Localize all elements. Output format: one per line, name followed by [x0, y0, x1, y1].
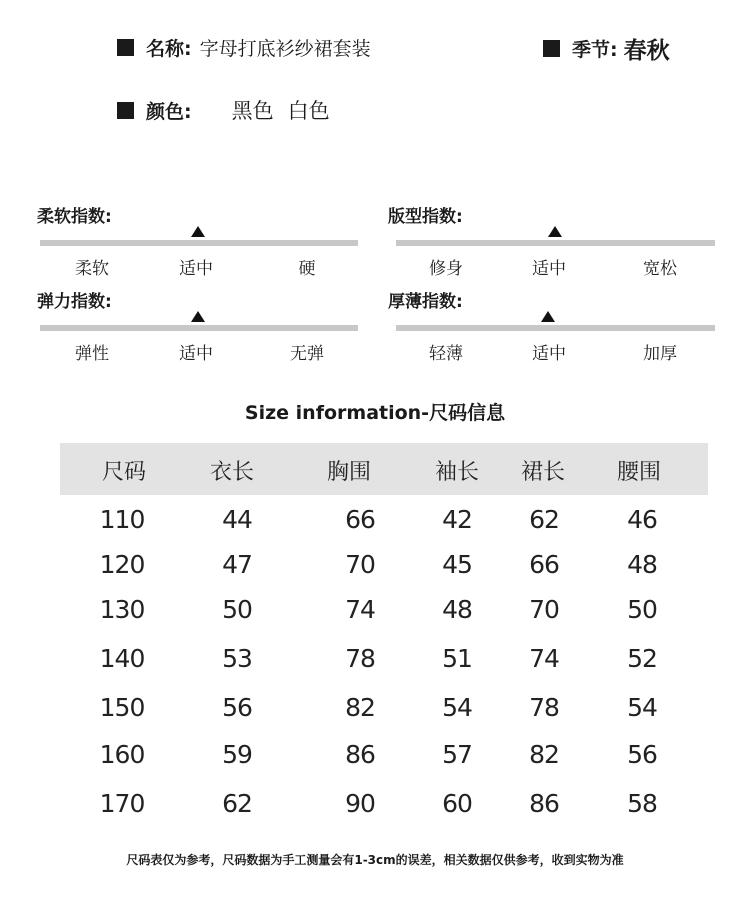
- cell-sleeve: 51: [442, 644, 472, 673]
- cell-top-length: 53: [222, 644, 252, 673]
- cell-sleeve: 42: [442, 505, 472, 534]
- cell-sleeve: 57: [442, 740, 472, 769]
- cell-top-length: 56: [222, 693, 252, 722]
- cell-top-length: 59: [222, 740, 252, 769]
- fit-scale: [388, 202, 708, 282]
- cell-waist: 56: [627, 740, 657, 769]
- cell-sleeve: 45: [442, 550, 472, 579]
- thickness-scale: [388, 287, 708, 367]
- fit-scale-bar: [396, 240, 715, 246]
- cell-skirt-length: 62: [529, 505, 559, 534]
- softness-tick-soft: 柔软: [75, 259, 109, 279]
- softness-scale: [37, 202, 357, 282]
- thickness-scale-bar: [396, 325, 715, 331]
- size-table-title: Size information-尺码信息: [244, 402, 506, 424]
- cell-skirt-length: 86: [529, 789, 559, 818]
- table-row: [0, 595, 750, 635]
- product-name-label: 名称:: [146, 37, 192, 60]
- season-row: [543, 33, 670, 63]
- elasticity-scale: [37, 287, 357, 367]
- table-row: [0, 550, 750, 590]
- thickness-scale-title: 厚薄指数:: [388, 292, 463, 312]
- size-table-header: [60, 443, 708, 495]
- product-name-row: [117, 32, 371, 62]
- table-row: [0, 789, 750, 829]
- elasticity-scale-bar: [40, 325, 358, 331]
- cell-skirt-length: 78: [529, 693, 559, 722]
- size-disclaimer: 尺码表仅为参考，尺码数据为手工测量会有1-3cm的误差，相关数据仅供参考，收到实物为准: [126, 853, 624, 867]
- cell-size: 110: [99, 505, 145, 534]
- color-values: [232, 95, 330, 125]
- elasticity-marker-icon: [191, 311, 205, 322]
- square-bullet-icon: [543, 40, 560, 57]
- table-row: [0, 740, 750, 780]
- softness-tick-hard: 硬: [298, 259, 316, 279]
- fit-tick-medium: 适中: [532, 259, 566, 279]
- cell-waist: 50: [627, 595, 657, 624]
- cell-chest: 82: [345, 693, 375, 722]
- elasticity-tick-medium: 适中: [179, 344, 213, 364]
- elasticity-tick-none: 无弹: [290, 344, 324, 364]
- cell-chest: 86: [345, 740, 375, 769]
- cell-size: 160: [99, 740, 145, 769]
- fit-tick-slim: 修身: [429, 259, 463, 279]
- cell-chest: 70: [345, 550, 375, 579]
- cell-size: 130: [99, 595, 145, 624]
- cell-skirt-length: 66: [529, 550, 559, 579]
- elasticity-tick-elastic: 弹性: [75, 344, 109, 364]
- header-size: 尺码: [101, 460, 147, 485]
- header-skirt-length: 裙长: [520, 460, 566, 485]
- softness-scale-bar: [40, 240, 358, 246]
- product-name-value: 字母打底衫纱裙套装: [199, 37, 371, 60]
- cell-chest: 66: [345, 505, 375, 534]
- color-white: 白色: [287, 99, 330, 123]
- cell-sleeve: 48: [442, 595, 472, 624]
- thickness-marker-icon: [541, 311, 555, 322]
- thickness-tick-thick: 加厚: [643, 344, 677, 364]
- cell-size: 120: [99, 550, 145, 579]
- cell-sleeve: 54: [442, 693, 472, 722]
- cell-waist: 48: [627, 550, 657, 579]
- thickness-tick-thin: 轻薄: [429, 344, 463, 364]
- cell-size: 150: [99, 693, 145, 722]
- fit-marker-icon: [548, 226, 562, 237]
- cell-waist: 46: [627, 505, 657, 534]
- cell-waist: 54: [627, 693, 657, 722]
- header-sleeve: 袖长: [434, 460, 480, 485]
- square-bullet-icon: [117, 102, 134, 119]
- cell-sleeve: 60: [442, 789, 472, 818]
- softness-scale-title: 柔软指数:: [37, 207, 112, 227]
- fit-scale-title: 版型指数:: [388, 207, 463, 227]
- color-row: [117, 95, 330, 125]
- cell-waist: 58: [627, 789, 657, 818]
- header-top-length: 衣长: [209, 460, 255, 485]
- cell-waist: 52: [627, 644, 657, 673]
- season-label: 季节:: [572, 38, 618, 61]
- cell-chest: 78: [345, 644, 375, 673]
- cell-size: 170: [99, 789, 145, 818]
- table-row: [0, 505, 750, 545]
- cell-skirt-length: 70: [529, 595, 559, 624]
- cell-top-length: 44: [222, 505, 252, 534]
- color-black: 黑色: [231, 99, 274, 123]
- elasticity-scale-title: 弹力指数:: [37, 292, 112, 312]
- header-chest: 胸围: [326, 460, 372, 485]
- fit-tick-loose: 宽松: [643, 259, 677, 279]
- cell-chest: 74: [345, 595, 375, 624]
- header-waist: 腰围: [616, 460, 662, 485]
- cell-chest: 90: [345, 789, 375, 818]
- cell-top-length: 50: [222, 595, 252, 624]
- table-row: [0, 693, 750, 733]
- color-label: 颜色:: [146, 100, 192, 123]
- cell-skirt-length: 74: [529, 644, 559, 673]
- thickness-tick-medium: 适中: [532, 344, 566, 364]
- cell-top-length: 47: [222, 550, 252, 579]
- cell-skirt-length: 82: [529, 740, 559, 769]
- cell-size: 140: [99, 644, 145, 673]
- square-bullet-icon: [117, 39, 134, 56]
- cell-top-length: 62: [222, 789, 252, 818]
- softness-tick-medium: 适中: [179, 259, 213, 279]
- table-row: [0, 644, 750, 684]
- season-value: 春秋: [623, 37, 670, 64]
- softness-marker-icon: [191, 226, 205, 237]
